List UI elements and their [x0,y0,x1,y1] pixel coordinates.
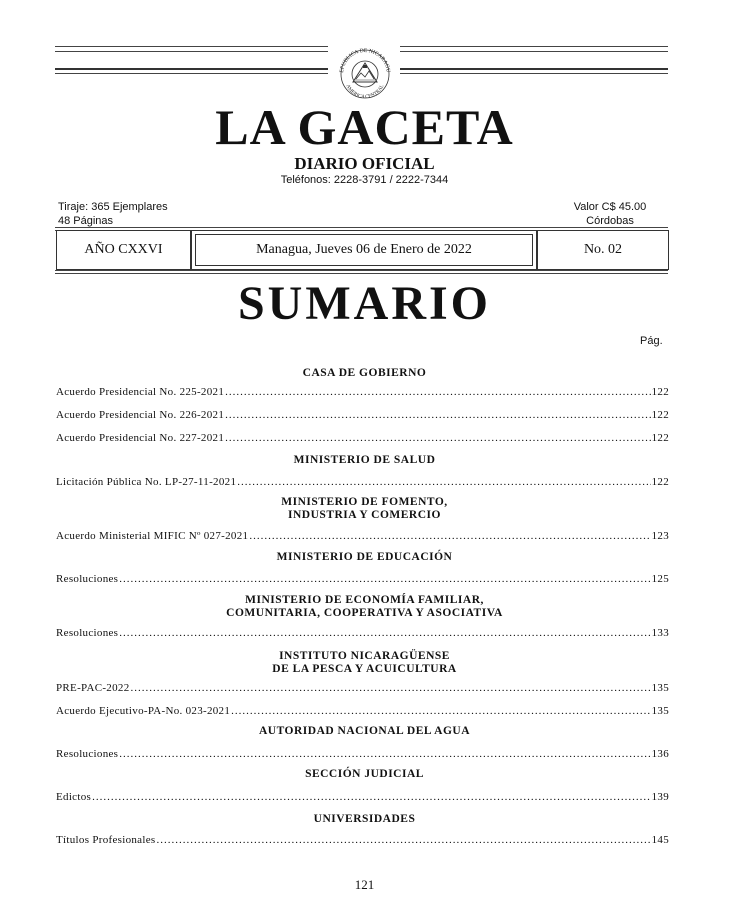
dot-leader [225,432,650,444]
section-heading [0,551,729,564]
section-heading [0,496,729,522]
dot-leader [225,409,650,421]
toc-entry-label: Acuerdo Presidencial No. 227-2021 [56,432,225,444]
nicaragua-seal-icon [331,40,399,108]
dot-leader [92,791,650,803]
moneda: Córdobas [586,215,634,227]
year-box [56,230,191,270]
section-heading-line: AUTORIDAD NACIONAL DEL AGUA [258,725,471,737]
dot-leader [156,834,650,846]
section-heading-line: MINISTERIO DE SALUD [293,454,436,466]
section-heading [0,725,729,738]
toc-entry-page: 122 [651,432,669,444]
section-heading-line: COMUNITARIA, COOPERATIVA Y ASOCIATIVA [226,607,503,619]
toc-entry[interactable] [56,791,669,803]
section-heading-line: SECCIÓN JUDICIAL [305,768,424,780]
toc-entry-page: 123 [651,530,669,542]
dot-leader [225,386,650,398]
toc-entry-page: 133 [651,627,669,639]
dot-leader [237,476,650,488]
toc-entry[interactable] [56,386,669,398]
section-heading [0,650,729,676]
toc-entry-label: Edictos [56,791,92,803]
section-heading-line: MINISTERIO DE ECONOMÍA FAMILIAR, [245,594,484,606]
toc-entry-page: 135 [651,682,669,694]
dot-leader [249,530,650,542]
toc-entry-label: Acuerdo Ministerial MIFIC Nº 027-2021 [56,530,249,542]
toc-entry[interactable] [56,748,669,760]
toc-entry-label: Licitación Pública No. LP-27-11-2021 [56,476,237,488]
phone-numbers: Teléfonos: 2228-3791 / 2222-7344 [280,174,449,186]
toc-entry-label: PRE-PAC-2022 [56,682,130,694]
toc-entry[interactable] [56,705,669,717]
number-box [537,230,669,270]
box-bottom-rule [55,270,668,274]
toc-entry-page: 122 [651,476,669,488]
dot-leader [119,627,650,639]
section-heading-line: CASA DE GOBIERNO [302,367,427,379]
toc-entry-label: Acuerdo Presidencial No. 226-2021 [56,409,225,421]
date-box [191,230,537,270]
toc-entry[interactable] [56,530,669,542]
section-heading-line: MINISTERIO DE EDUCACIÓN [276,551,453,563]
valor: Valor C$ 45.00 [573,201,647,213]
svg-text:AMERICA CENTRAL [345,84,386,100]
section-heading [0,454,729,467]
toc-entry-label: Acuerdo Ejecutivo-PA-No. 023-2021 [56,705,231,717]
toc-entry[interactable] [56,476,669,488]
toc-entry[interactable] [56,409,669,421]
toc-entry-page: 145 [651,834,669,846]
section-heading-line: INDUSTRIA Y COMERCIO [288,509,441,521]
tiraje: Tiraje: 365 Ejemplares [58,201,168,213]
dot-leader [119,748,650,760]
page-number: 121 [354,877,375,892]
issue-date: Managua, Jueves 06 de Enero de 2022 [256,242,472,257]
dot-leader [231,705,650,717]
toc-entry[interactable] [56,432,669,444]
section-heading-line: INSTITUTO NICARAGÜENSE [279,650,450,662]
newspaper-subtitle: DIARIO OFICIAL [294,154,435,173]
issue-info-row [56,230,669,272]
dot-leader [131,682,651,694]
tiraje-text [58,200,168,228]
toc-entry-page: 136 [651,748,669,760]
toc-entry[interactable] [56,573,669,585]
toc-entry-label: Resoluciones [56,573,119,585]
svg-text:REPUBLICA DE NICARAGUA [331,40,391,73]
section-heading [0,367,729,380]
toc-entry-label: Resoluciones [56,748,119,760]
seal-bottom-text: AMERICA CENTRAL [344,84,386,101]
paginas: 48 Páginas [58,215,114,227]
toc-entry-page: 135 [651,705,669,717]
toc-entry-page: 125 [651,573,669,585]
section-heading [0,768,729,781]
dot-leader [119,573,650,585]
section-heading [0,813,729,826]
newspaper-title: LA GACETA [215,99,514,155]
toc-entry[interactable] [56,834,669,846]
sumario-title: SUMARIO [237,277,491,330]
toc-entry-label: Títulos Profesionales [56,834,156,846]
toc-entry-page: 139 [651,791,669,803]
section-heading-line: MINISTERIO DE FOMENTO, [281,496,448,508]
toc-entry-page: 122 [651,386,669,398]
toc-entry-page: 122 [651,409,669,421]
seal-top-text: EPUBLICA DE NICARAGU [338,47,391,74]
issue-number: No. 02 [583,242,623,257]
issue-year: AÑO CXXVI [84,242,163,257]
toc-entry[interactable] [56,682,669,694]
toc-entry-label: Acuerdo Presidencial No. 225-2021 [56,386,225,398]
price-text [560,200,660,228]
page-column-label: Pág. [640,335,663,347]
toc-entry-label: Resoluciones [56,627,119,639]
section-heading [0,594,729,620]
section-heading-line: DE LA PESCA Y ACUICULTURA [272,663,457,675]
section-heading-line: UNIVERSIDADES [313,813,416,825]
toc-entry[interactable] [56,627,669,639]
